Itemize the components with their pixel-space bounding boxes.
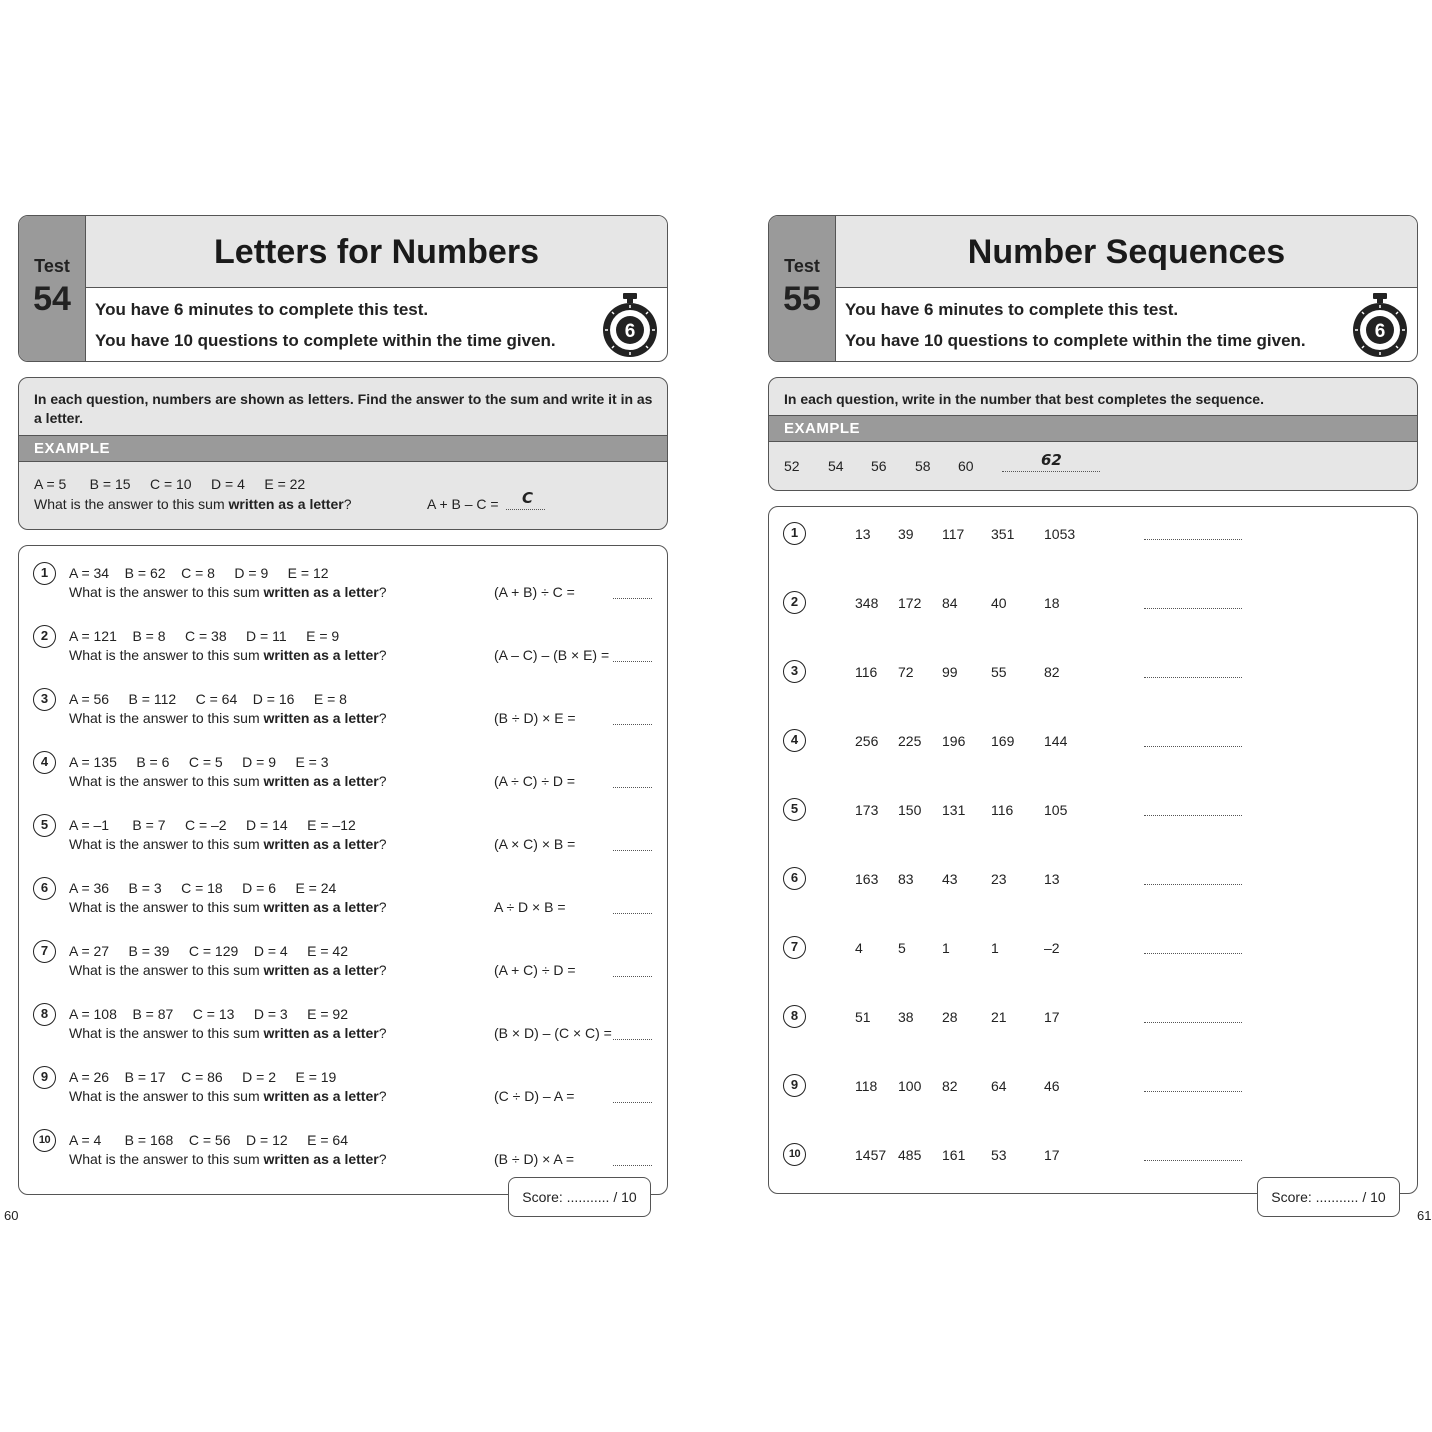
sequence-number: 131 — [942, 802, 966, 818]
question-number: 5 — [783, 798, 806, 821]
test-header — [18, 215, 668, 362]
sequence-number: 83 — [898, 871, 914, 887]
sequence-number: 28 — [942, 1009, 958, 1025]
page-number-right: 61 — [1417, 1208, 1432, 1223]
example-sequence-number: 52 — [784, 458, 800, 474]
sequence-number: 13 — [855, 526, 871, 542]
sequence-number: 13 — [1044, 871, 1060, 887]
example-answer: C — [522, 489, 534, 507]
sequence-number: 18 — [1044, 595, 1060, 611]
question-values: A = 36 B = 3 C = 18 D = 6 E = 24 — [69, 880, 337, 896]
question-number: 4 — [33, 751, 56, 774]
question-text: What is the answer to this sum written as a letter? — [69, 773, 387, 789]
sequence-number: 40 — [991, 595, 1007, 611]
question-number: 4 — [783, 729, 806, 752]
sequence-number: 117 — [942, 526, 965, 542]
sequence-number: 84 — [942, 595, 958, 611]
question-sum: (A + B) ÷ C = — [494, 584, 575, 600]
sequence-number: 82 — [942, 1078, 958, 1094]
sequence-number: 348 — [855, 595, 879, 611]
sequence-number: 17 — [1044, 1147, 1060, 1163]
answer-field[interactable] — [1144, 676, 1242, 678]
question-text: What is the answer to this sum written as a letter? — [69, 710, 387, 726]
example-label: EXAMPLE — [19, 435, 667, 462]
instruction-box — [768, 377, 1418, 491]
question-number: 3 — [33, 688, 56, 711]
question-sum: A ÷ D × B = — [494, 899, 566, 915]
test-tab — [769, 216, 836, 361]
timer-minutes: 6 — [624, 321, 636, 342]
test-word: Test — [34, 256, 70, 276]
sequence-number: 351 — [991, 526, 1015, 542]
info-line-questions: You have 10 questions to complete within the time given. — [95, 331, 556, 350]
question-number: 1 — [33, 562, 56, 585]
example-question: What is the answer to this sum written as a letter? — [34, 496, 352, 512]
question-text: What is the answer to this sum written as a letter? — [69, 1088, 387, 1104]
answer-field[interactable] — [1144, 883, 1242, 885]
question-box — [768, 506, 1418, 1194]
question-sum: (B ÷ D) × A = — [494, 1151, 575, 1167]
sequence-number: 82 — [1044, 664, 1060, 680]
sequence-number: 116 — [855, 664, 878, 680]
instruction-box — [18, 377, 668, 530]
question-values: A = 56 B = 112 C = 64 D = 16 E = 8 — [69, 691, 347, 707]
sequence-number: 1053 — [1044, 526, 1076, 542]
example-body — [769, 442, 1417, 488]
test-number: 54 — [33, 280, 71, 318]
sequence-number: 485 — [898, 1147, 922, 1163]
question-values: A = 27 B = 39 C = 129 D = 4 E = 42 — [69, 943, 349, 959]
question-number: 6 — [783, 867, 806, 890]
example-values: A = 5 B = 15 C = 10 D = 4 E = 22 — [34, 476, 306, 492]
sequence-number: 150 — [898, 802, 922, 818]
sequence-number: 172 — [898, 595, 922, 611]
sequence-number: 46 — [1044, 1078, 1060, 1094]
page-title: Letters for Numbers — [214, 233, 539, 271]
sequence-number: 64 — [991, 1078, 1007, 1094]
sequence-number: 99 — [942, 664, 958, 680]
sequence-number: 1 — [991, 940, 999, 956]
example-sequence-number: 54 — [828, 458, 844, 474]
question-text: What is the answer to this sum written as a letter? — [69, 962, 387, 978]
sequence-number: 144 — [1044, 733, 1068, 749]
question-values: A = 4 B = 168 C = 56 D = 12 E = 64 — [69, 1132, 349, 1148]
timer-minutes: 6 — [1374, 321, 1386, 342]
answer-field[interactable] — [613, 1101, 652, 1103]
example-sum: A + B – C = — [427, 496, 499, 512]
sequence-number: 51 — [855, 1009, 871, 1025]
sequence-number: 72 — [898, 664, 914, 680]
question-sum: (A × C) × B = — [494, 836, 576, 852]
example-label: EXAMPLE — [769, 415, 1417, 442]
question-sum: (A + C) ÷ D = — [494, 962, 576, 978]
test-54-page — [18, 215, 668, 1205]
example-sequence-number: 56 — [871, 458, 887, 474]
sequence-number: 116 — [991, 802, 1014, 818]
example-answer-line — [506, 508, 545, 510]
answer-field[interactable] — [613, 723, 652, 725]
answer-field[interactable] — [613, 912, 652, 914]
question-values: A = 34 B = 62 C = 8 D = 9 E = 12 — [69, 565, 329, 581]
test-number: 55 — [783, 280, 821, 318]
info-line-questions: You have 10 questions to complete within the time given. — [845, 331, 1306, 350]
test-header — [768, 215, 1418, 362]
question-values: A = –1 B = 7 C = –2 D = 14 E = –12 — [69, 817, 356, 833]
sequence-number: 225 — [898, 733, 922, 749]
sequence-number: 17 — [1044, 1009, 1060, 1025]
question-sum: (A ÷ C) ÷ D = — [494, 773, 576, 789]
title-bar — [836, 216, 1417, 288]
question-number: 8 — [783, 1005, 806, 1028]
question-values: A = 135 B = 6 C = 5 D = 9 E = 3 — [69, 754, 329, 770]
question-text: What is the answer to this sum written as a letter? — [69, 647, 387, 663]
example-sequence-number: 60 — [958, 458, 974, 474]
sequence-number: 161 — [942, 1147, 966, 1163]
question-number: 7 — [783, 936, 806, 959]
page-number-left: 60 — [4, 1208, 19, 1223]
test-info — [845, 300, 1306, 362]
stopwatch-icon — [1351, 292, 1409, 358]
sequence-number: 256 — [855, 733, 879, 749]
sequence-number: 55 — [991, 664, 1007, 680]
question-values: A = 108 B = 87 C = 13 D = 3 E = 92 — [69, 1006, 349, 1022]
test-info — [95, 300, 556, 362]
sequence-number: 5 — [898, 940, 906, 956]
answer-field[interactable] — [613, 660, 652, 662]
question-text: What is the answer to this sum written as a letter? — [69, 584, 387, 600]
answer-field[interactable] — [613, 975, 652, 977]
question-text: What is the answer to this sum written as a letter? — [69, 1151, 387, 1167]
sequence-number: 100 — [898, 1078, 922, 1094]
answer-field[interactable] — [613, 849, 652, 851]
answer-field[interactable] — [1144, 1159, 1242, 1161]
test-word: Test — [784, 256, 820, 276]
sequence-number: 173 — [855, 802, 879, 818]
question-number: 1 — [783, 522, 806, 545]
score-box: Score: ........... / 10 — [1257, 1177, 1400, 1217]
question-number: 10 — [783, 1143, 806, 1166]
question-number: 3 — [783, 660, 806, 683]
example-answer: 62 — [1041, 451, 1062, 469]
sequence-number: 4 — [855, 940, 863, 956]
sequence-number: –2 — [1044, 940, 1060, 956]
sequence-number: 1 — [942, 940, 950, 956]
test-tab — [19, 216, 86, 361]
title-bar — [86, 216, 667, 288]
test-55-page — [768, 215, 1418, 1205]
page-title: Number Sequences — [967, 233, 1286, 271]
question-number: 8 — [33, 1003, 56, 1026]
answer-field[interactable] — [1144, 538, 1242, 540]
answer-field[interactable] — [1144, 607, 1242, 609]
sequence-number: 23 — [991, 871, 1007, 887]
question-values: A = 26 B = 17 C = 86 D = 2 E = 19 — [69, 1069, 337, 1085]
sequence-number: 118 — [855, 1078, 878, 1094]
question-number: 2 — [33, 625, 56, 648]
answer-field[interactable] — [1144, 814, 1242, 816]
sequence-number: 196 — [942, 733, 966, 749]
question-number: 6 — [33, 877, 56, 900]
answer-field[interactable] — [613, 1164, 652, 1166]
question-number: 9 — [783, 1074, 806, 1097]
sequence-number: 163 — [855, 871, 879, 887]
score-box: Score: ........... / 10 — [508, 1177, 651, 1217]
question-sum: (C ÷ D) – A = — [494, 1088, 575, 1104]
info-line-time: You have 6 minutes to complete this test. — [95, 300, 429, 319]
example-answer-line — [1002, 470, 1100, 472]
stopwatch-icon — [601, 292, 659, 358]
question-number: 10 — [33, 1129, 56, 1152]
example-sequence-number: 58 — [915, 458, 931, 474]
sequence-number: 39 — [898, 526, 914, 542]
sequence-number: 38 — [898, 1009, 914, 1025]
sequence-number: 1457 — [855, 1147, 887, 1163]
question-number: 9 — [33, 1066, 56, 1089]
question-values: A = 121 B = 8 C = 38 D = 11 E = 9 — [69, 628, 340, 644]
sequence-number: 21 — [991, 1009, 1007, 1025]
question-number: 7 — [33, 940, 56, 963]
answer-field[interactable] — [613, 786, 652, 788]
sequence-number: 169 — [991, 733, 1015, 749]
sequence-number: 105 — [1044, 802, 1068, 818]
question-sum: (B ÷ D) × E = — [494, 710, 576, 726]
answer-field[interactable] — [613, 1038, 652, 1040]
sequence-number: 43 — [942, 871, 958, 887]
question-text: What is the answer to this sum written as a letter? — [69, 899, 387, 915]
instruction-text: In each question, write in the number that best completes the sequence. — [784, 391, 1264, 407]
question-number: 5 — [33, 814, 56, 837]
answer-field[interactable] — [1144, 952, 1242, 954]
answer-field[interactable] — [1144, 745, 1242, 747]
example-body — [19, 462, 667, 528]
answer-field[interactable] — [1144, 1090, 1242, 1092]
instruction-text: In each question, numbers are shown as letters. Find the answer to the sum and write it in as a letter. — [34, 391, 653, 426]
question-text: What is the answer to this sum written as a letter? — [69, 836, 387, 852]
question-box — [18, 545, 668, 1195]
answer-field[interactable] — [1144, 1021, 1242, 1023]
question-number: 2 — [783, 591, 806, 614]
question-sum: (B × D) – (C × C) = — [494, 1025, 612, 1041]
info-line-time: You have 6 minutes to complete this test. — [845, 300, 1179, 319]
question-sum: (A – C) – (B × E) = — [494, 647, 610, 663]
question-text: What is the answer to this sum written as a letter? — [69, 1025, 387, 1041]
answer-field[interactable] — [613, 597, 652, 599]
sequence-number: 53 — [991, 1147, 1007, 1163]
